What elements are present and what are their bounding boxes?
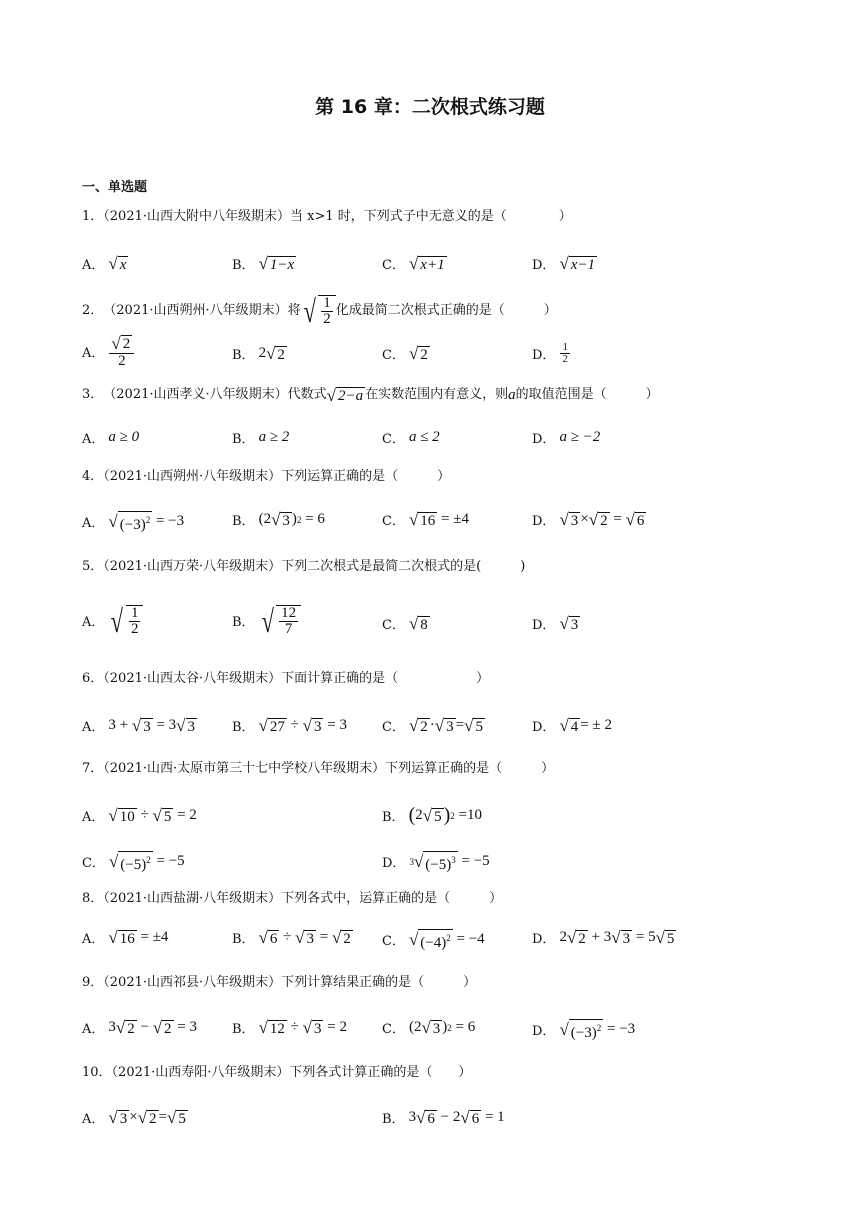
question-10: 10．（2021·山西寿阳·八年级期末）下列各式计算正确的是（ ） [82,1065,472,1080]
q10-option-a: A． √ 3 × √ 2 = √ 5 [82,1108,186,1127]
q7-option-a: A． √ 10 ÷ √ 5 = 2 [82,806,197,825]
q4-option-d: D． √ 3 × √ 2 = √ 6 [532,510,645,529]
q2-option-b: B． 2 √ 2 [232,344,285,363]
q5-option-a: A． √ $\frac{1}{2}$ [82,604,143,637]
q9-option-b: B． √ 12 ÷ √ 3 = 2 [232,1018,347,1037]
question-3: 3． （2021·山西孝义·八年级期末）代数式 √ 2−a 在实数范围内有意义，则 a 的取值范围是（ ） [82,385,659,405]
q4-option-a: A． √ $(-3)^2$ = −3 [82,512,185,533]
q9-option-a: A． 3 √ 2 − √ 2 = 3 [82,1018,198,1037]
q7-option-d: D． 3 √ $(-5)^3$ = −5 [382,852,490,873]
q4-option-c: C． √ 16 = ±4 [382,510,469,529]
q3-option-a: A． a ≥ 0 [82,429,140,447]
q1-option-d: D． √ x−1 [532,254,596,273]
q5-option-c: C． √ 8 [382,614,428,633]
q5-option-b: B． √ $\frac{12}{7}$ [232,604,301,637]
q8-option-c: C． √ $(-4)^2$ = −4 [382,930,485,951]
q6-option-b: B． √ 27 ÷ √ 3 = 3 [232,716,347,735]
question-8: 8．（2021·山西盐湖·八年级期末）下列各式中，运算正确的是（ ） [82,891,503,906]
q3-option-b: B． a ≥ 2 [232,429,290,447]
q3-option-c: C． a ≤ 2 [382,429,440,447]
q2-option-c: C． √ 2 [382,344,428,363]
section-heading: 一、单选题 [82,180,148,195]
question-6: 6．（2021·山西太谷·八年级期末）下面计算正确的是（ ） [82,671,490,686]
question-5: 5．（2021·山西万荣·八年级期末）下列二次根式是最简二次根式的是( ) [82,559,526,574]
question-7: 7．（2021·山西·太原市第三十七中学校八年级期末）下列运算正确的是（ ） [82,761,555,776]
q6-option-c: C． √ 2 · √ 3 = √ 5 [382,716,483,735]
q3-option-d: D． a ≥ −2 [532,429,601,447]
q2-option-a: A． √ 2 2 [82,334,135,369]
q8-option-b: B． √ 6 ÷ √ 3 = √ 2 [232,928,351,947]
q4-option-b: B． ( 2 √ 3 ) 2 = 6 [232,510,325,529]
q10-option-b: B． 3 √ 6 − 2 √ 6 = 1 [382,1108,505,1127]
question-1: 1．（2021·山西大附中八年级期末）当 x>1 时，下列式子中无意义的是（ ） [82,209,572,224]
q1-option-b: B． √ 1−x [232,254,295,273]
q7-option-c: C． √ $(-5)^2$ = −5 [82,852,185,873]
question-2: 2． （2021·山西朔州·八年级期末）将 √ $\frac{1}{2}$ 化成最简二次根式正确的是（ ） [82,292,557,329]
question-9: 9．（2021·山西祁县·八年级期末）下列计算结果正确的是（ ） [82,975,477,990]
q1-option-a: A． √ x [82,254,127,273]
q9-option-c: C． ( 2 √ 3 ) 2 = 6 [382,1018,476,1037]
q1-option-c: C． √ x+1 [382,254,445,273]
q8-option-a: A． √ 16 = ±4 [82,928,169,947]
q9-option-d: D． √ $(-3)^2$ = −3 [532,1020,636,1041]
q2-option-d: D． $\frac{1}{2}$ [532,341,568,365]
q6-option-d: D． √ 4 = ± 2 [532,716,612,735]
q8-option-d: D． 2 √ 2 + 3 √ 3 = 5 √ 5 [532,928,675,947]
q7-option-b: B． ( 2 √ 5 ) 2 =10 [382,804,482,826]
page-title: 第 16 章：二次根式练习题 [315,96,545,118]
q5-option-d: D． √ 3 [532,614,579,633]
question-4: 4．（2021·山西朔州·八年级期末）下列运算正确的是（ ） [82,469,451,484]
q6-option-a: A． 3 + √ 3 = 3 √ 3 [82,716,196,735]
